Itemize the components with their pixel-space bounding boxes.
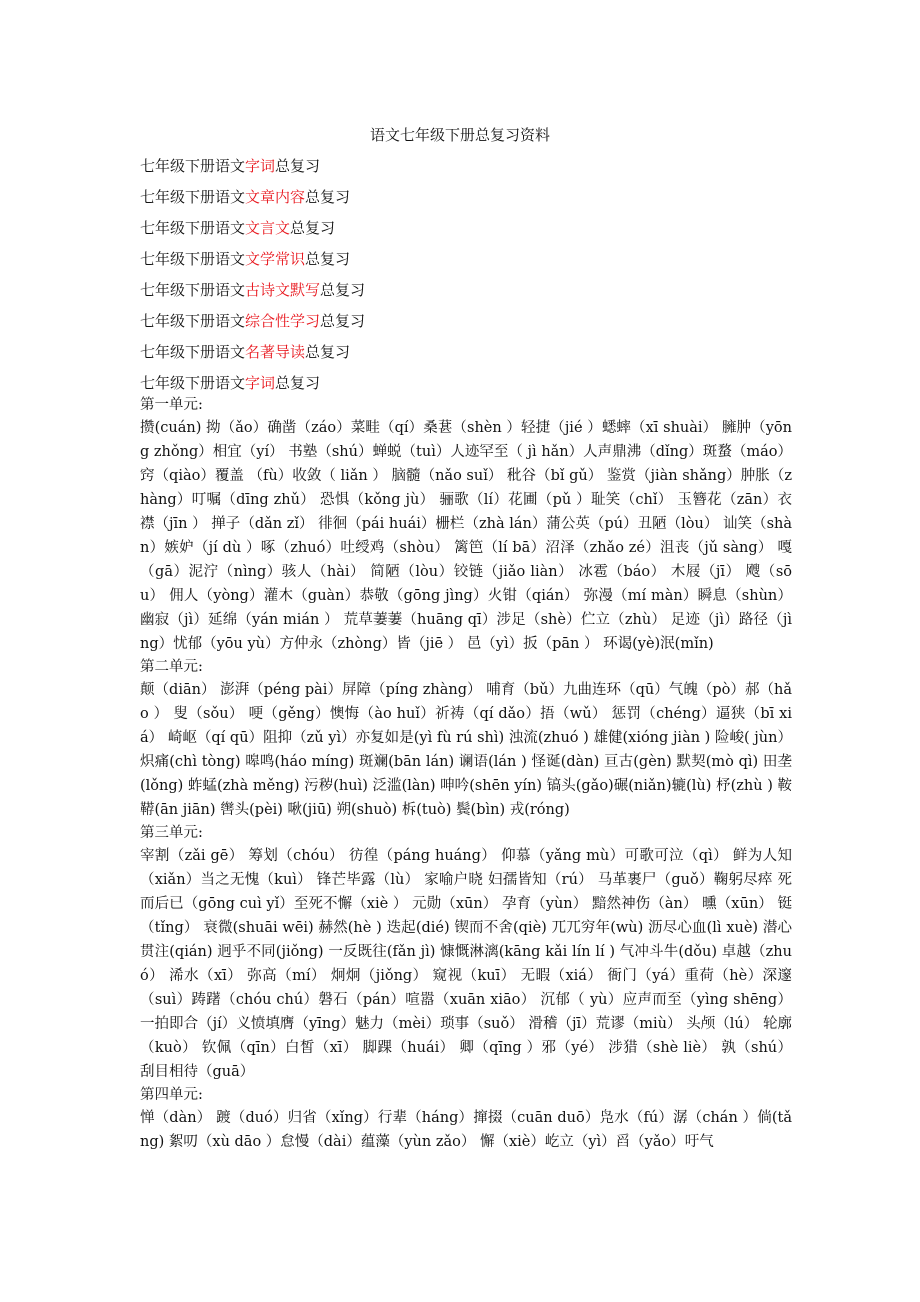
- toc-item-suffix: 总复习: [320, 312, 366, 330]
- toc-item-prefix: 七年级下册语文: [140, 374, 246, 392]
- toc-item: [140, 216, 790, 247]
- toc-item-suffix: 总复习: [275, 157, 321, 175]
- toc-item: [140, 309, 790, 340]
- toc-item-suffix: 总复习: [290, 219, 336, 237]
- table-of-contents: [140, 154, 790, 402]
- toc-item-highlight: 文学常识: [245, 250, 306, 268]
- unit-4-heading: 第四单元:: [140, 1087, 203, 1103]
- unit-2-vocabulary: 颠（diān） 澎湃（péng pài）屏障（píng zhàng） 哺育（bǔ）九曲连环（qū）气魄（pò）郝（hǎo ） 叟（sǒu） 哽（gěng）懊悔（ào huǐ）祈祷（qí dǎo）捂（wǔ） 惩罚（chéng）逼狭（bī xiá） 崎岖（qí qū）阻抑（zǔ yì）亦复如是(yì fù rú shì) 浊流(zhuó ) 雄健(xióng jiàn ) 险峻( jùn） 炽痛(chì tòng) 嗥鸣(háo míng) 斑斓(bān lán) 谰语(lán ) 怪诞(dàn) 亘古(gèn) 默契(mò qì) 田垄(lǒng) 蚱蜢(zhà měng) 污秽(huì) 泛滥(làn) 呻吟(shēn yín) 镐头(gǎo)碾(niǎn)辘(lù) 杼(zhù ) 鞍鞯(ān jiān) 辔头(pèi) 啾(jiū) 朔(shuò) 柝(tuò) 鬓(bìn) 戎(róng): [140, 682, 792, 818]
- toc-item-prefix: 七年级下册语文: [140, 343, 246, 361]
- toc-item-suffix: 总复习: [275, 374, 321, 392]
- unit-1-vocabulary: 攒(cuán) 拗（ǎo）确凿（záo）菜畦（qí）桑葚（shèn ）轻捷（jié ）蟋蟀（xī shuài） 臃肿（yōng zhǒng）相宜（yí） 书塾（shú）蝉蜕（tuì）人迹罕至（ jì hǎn）人声鼎沸（dǐng）斑蝥（máo） 窍（qiào）覆盖 （fù）收敛（ liǎn ） 脑髓（nǎo suǐ） 秕谷（bǐ gǔ） 鉴赏（jiàn shǎng）肿胀（zhàng）叮嘱（dīng zhǔ） 恐惧（kǒng jù） 骊歌（lí）花圃（pǔ ）耻笑（chǐ） 玉簪花（zān）衣襟（jīn ） 掸子（dǎn zǐ） 徘徊（pái huái）栅栏（zhà lán）蒲公英（pú）丑陋（lòu） 讪笑（shàn）嫉妒（jí dù ）啄（zhuó）吐绶鸡（shòu） 篱笆（lí bā）沼泽（zhǎo zé）沮丧（jǔ sàng） 嘎（gā）泥泞（nìng）骇人（hài） 简陋（lòu）铰链（jiǎo liàn） 冰雹（báo） 木屐（jī） 飕（sōu） 佣人（yòng）灌木（guàn）恭敬（gōng jìng）火钳（qián） 弥漫（mí màn）瞬息（shùn）幽寂（jì）延绵（yán mián ） 荒草萋萋（huāng qī）涉足（shè）伫立（zhù） 足迹（jì）路径（jìng）忧郁（yōu yù）方仲永（zhòng）皆（jiē ） 邑（yì）扳（pān ） 环谒(yè)泯(mǐn): [140, 420, 792, 652]
- toc-item-suffix: 总复习: [305, 343, 351, 361]
- unit-4-vocabulary: 惮（dàn） 踱（duó）归省（xǐng）行辈（háng）撺掇（cuān duō）凫水（fú）潺（chán ）倘(tǎng) 絮叨（xù dāo ）怠慢（dài）蕴藻（yùn zǎo） 懈（xiè）屹立（yì）舀（yǎo）吁气: [140, 1110, 792, 1150]
- toc-item-prefix: 七年级下册语文: [140, 188, 246, 206]
- toc-item-suffix: 总复习: [320, 281, 366, 299]
- unit-3-vocabulary: 宰割（zǎi gē） 筹划（chóu） 彷徨（páng huáng） 仰慕（yǎng mù）可歌可泣（qì） 鲜为人知（xiǎn）当之无愧（kuì） 锋芒毕露（lù） 家喻户晓 妇孺皆知（rú） 马革裹尸（guǒ）鞠躬尽瘁 死而后已（gōng cuì yǐ）至死不懈（xiè ） 元勋（xūn） 孕育（yùn） 黯然神伤（àn） 曛（xūn） 铤（tǐng） 衰微(shuāi wēi) 赫然(hè ) 迭起(dié) 锲而不舍(qiè) 兀兀穷年(wù) 沥尽心血(lì xuè) 潜心贯注(qián) 迥乎不同(jiǒng) 一反既往(fǎn jì) 慷慨淋漓(kāng kǎi lín lí ) 气冲斗牛(dǒu) 卓越（zhuó） 浠水（xī） 弥高（mí） 炯炯（jiǒng） 窥视（kuī） 无暇（xiá） 衙门（yá）重荷（hè）深邃 （suì）踌躇（chóu chú）磐石（pán）喧嚣（xuān xiāo） 沉郁（ yù）应声而至（yìng shēng） 一拍即合（jí）义愤填膺（yīng）魅力（mèi）琐事（suǒ） 滑稽（jī）荒谬（miù） 头颅（lú） 轮廓（kuò） 钦佩（qīn）白皙（xī） 脚踝（huái） 卿（qīng ）邪（yé） 涉猎（shè liè） 孰（shú） 刮目相待（guā）: [140, 848, 792, 1080]
- toc-item-prefix: 七年级下册语文: [140, 312, 246, 330]
- toc-item-highlight: 文章内容: [245, 188, 306, 206]
- toc-item: [140, 247, 790, 278]
- toc-item-highlight: 古诗文默写: [245, 281, 321, 299]
- toc-item-prefix: 七年级下册语文: [140, 157, 246, 175]
- toc-item-highlight: 文言文: [245, 219, 291, 237]
- toc-item: [140, 340, 790, 371]
- toc-item-highlight: 名著导读: [245, 343, 306, 361]
- unit-1-heading: 第一单元:: [140, 397, 203, 413]
- toc-item-prefix: 七年级下册语文: [140, 281, 246, 299]
- toc-item-highlight: 字词: [245, 374, 276, 392]
- toc-item-highlight: 字词: [245, 157, 276, 175]
- toc-item-suffix: 总复习: [305, 250, 351, 268]
- toc-item-prefix: 七年级下册语文: [140, 219, 246, 237]
- toc-item-suffix: 总复习: [305, 188, 351, 206]
- unit-3-heading: 第三单元:: [140, 825, 203, 841]
- toc-item-prefix: 七年级下册语文: [140, 250, 246, 268]
- toc-item-highlight: 综合性学习: [245, 312, 321, 330]
- toc-item: [140, 154, 790, 185]
- unit-2-heading: 第二单元:: [140, 659, 203, 675]
- vocabulary-content: [140, 394, 792, 1154]
- toc-item: [140, 278, 790, 309]
- document-title: 语文七年级下册总复习资料: [369, 126, 550, 144]
- toc-item: [140, 185, 790, 216]
